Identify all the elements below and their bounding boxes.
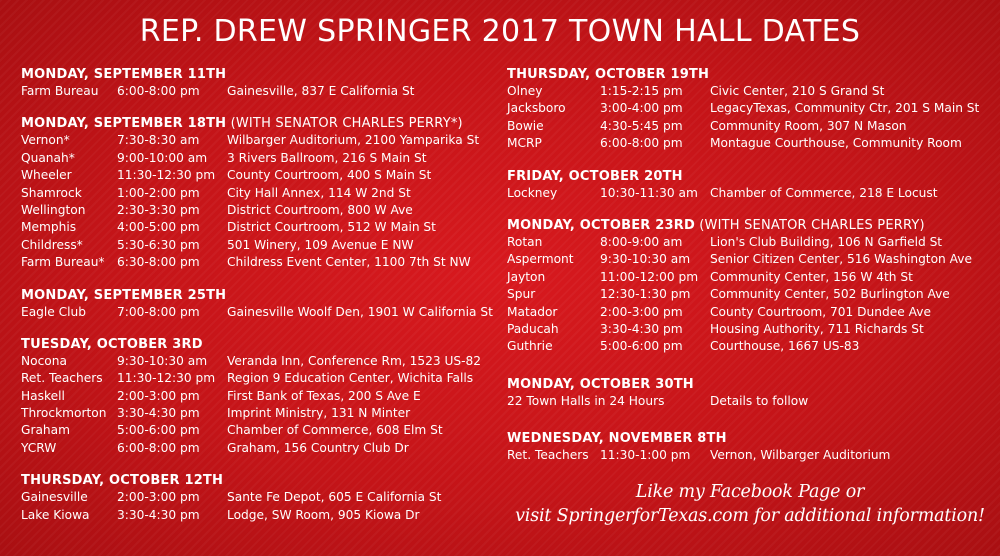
event-time: 1:00-2:00 pm xyxy=(117,185,200,200)
event-location: Details to follow xyxy=(710,393,809,408)
event-time: 11:30-12:30 pm xyxy=(117,168,216,183)
day-heading xyxy=(507,168,997,185)
event-location: Veranda Inn, Conference Rm, 1523 US-82 xyxy=(227,353,482,368)
event-time: 10:30-11:30 am xyxy=(600,185,698,200)
event-host: Farm Bureau xyxy=(21,84,99,98)
event-location: Wilbarger Auditorium, 2100 Yamparika St xyxy=(227,133,480,148)
event-location: Lodge, SW Room, 905 Kiowa Dr xyxy=(227,507,420,522)
event-row xyxy=(507,393,997,410)
event-time: 5:00-6:00 pm xyxy=(117,423,200,438)
event-day-section xyxy=(507,430,997,464)
day-heading xyxy=(21,66,501,83)
event-row xyxy=(21,405,501,422)
event-row xyxy=(21,489,501,506)
event-location: Community Center, 502 Burlington Ave xyxy=(710,287,950,302)
event-day-section xyxy=(507,66,997,153)
event-host: 22 Town Halls in 24 Hours xyxy=(507,393,665,408)
footer-line-facebook: Like my Facebook Page or xyxy=(635,482,865,502)
event-host: Farm Bureau* xyxy=(21,255,105,270)
event-time: 2:00-3:00 pm xyxy=(600,304,683,319)
event-host: Olney xyxy=(507,84,543,98)
event-row xyxy=(507,185,997,202)
event-row xyxy=(21,202,501,219)
event-time: 5:00-6:00 pm xyxy=(600,339,683,354)
day-heading xyxy=(21,472,501,489)
event-row xyxy=(21,83,501,100)
day-heading-date: TUESDAY, OCTOBER 3RD xyxy=(21,336,203,352)
event-time: 11:00-12:00 pm xyxy=(600,269,699,284)
event-location: County Courtroom, 701 Dundee Ave xyxy=(710,304,931,319)
event-location: Montague Courthouse, Community Room xyxy=(710,136,962,151)
day-heading-date: MONDAY, OCTOBER 23RD xyxy=(507,217,695,233)
event-time: 6:00-8:00 pm xyxy=(117,440,200,455)
event-host: Jacksboro xyxy=(507,101,566,116)
event-row xyxy=(21,150,501,167)
event-location: District Courtroom, 800 W Ave xyxy=(227,202,413,217)
event-host: Lake Kiowa xyxy=(21,507,90,522)
event-host: Graham xyxy=(21,423,70,438)
event-time: 6:30-8:00 pm xyxy=(117,255,200,270)
event-time: 3:30-4:30 pm xyxy=(600,321,683,336)
event-row xyxy=(21,254,501,271)
day-heading xyxy=(507,66,997,83)
event-row xyxy=(21,167,501,184)
event-row xyxy=(507,321,997,338)
event-row xyxy=(21,388,501,405)
event-row xyxy=(21,237,501,254)
event-row xyxy=(21,353,501,370)
event-host: Matador xyxy=(507,304,558,319)
event-row xyxy=(507,338,997,355)
left-column xyxy=(21,66,501,539)
event-location: 3 Rivers Ballroom, 216 S Main St xyxy=(227,150,427,165)
event-host: Spur xyxy=(507,287,536,302)
event-day-section xyxy=(21,336,501,457)
right-column xyxy=(507,66,997,479)
event-day-section xyxy=(21,115,501,271)
event-location: Community Center, 156 W 4th St xyxy=(710,269,913,284)
event-row xyxy=(21,219,501,236)
event-day-section xyxy=(21,287,501,321)
event-row xyxy=(21,304,501,321)
event-host: Jayton xyxy=(507,269,546,284)
event-row xyxy=(507,251,997,268)
event-location: Vernon, Wilbarger Auditorium xyxy=(710,448,891,463)
event-host: Vernon* xyxy=(21,133,70,148)
event-time: 9:30-10:30 am xyxy=(117,353,208,368)
event-location: Community Room, 307 N Mason xyxy=(710,118,907,133)
event-row xyxy=(21,507,501,524)
event-host: Ret. Teachers xyxy=(507,448,589,463)
event-time: 9:30-10:30 am xyxy=(600,252,691,267)
event-host: Rotan xyxy=(507,234,543,249)
event-time: 11:30-1:00 pm xyxy=(600,448,691,463)
event-host: Guthrie xyxy=(507,339,553,354)
event-host: Aspermont xyxy=(507,252,574,267)
event-location: Sante Fe Depot, 605 E California St xyxy=(227,490,442,505)
event-row xyxy=(507,286,997,303)
event-location: Senior Citizen Center, 516 Washington Ave xyxy=(710,252,972,267)
event-host: Childress* xyxy=(21,237,83,252)
event-row xyxy=(507,118,997,135)
event-time: 2:00-3:00 pm xyxy=(117,388,200,403)
day-heading-date: MONDAY, SEPTEMBER 18TH xyxy=(21,116,227,132)
event-location: Lion's Club Building, 106 N Garfield St xyxy=(710,234,943,249)
event-location: Gainesville, 837 E California St xyxy=(227,84,415,98)
event-day-section xyxy=(21,66,501,100)
event-host: Lockney xyxy=(507,185,558,200)
event-host: Throckmorton xyxy=(21,406,107,421)
day-heading-date: FRIDAY, OCTOBER 20TH xyxy=(507,168,683,184)
event-location: District Courtroom, 512 W Main St xyxy=(227,220,436,235)
event-location: Gainesville Woolf Den, 1901 W California St xyxy=(227,304,493,319)
event-host: Memphis xyxy=(21,220,77,235)
event-row xyxy=(507,304,997,321)
event-location: Childress Event Center, 1100 7th St NW xyxy=(227,255,471,270)
event-location: Chamber of Commerce, 608 Elm St xyxy=(227,423,443,438)
event-row xyxy=(507,269,997,286)
footer-line-website: visit SpringerforTexas.com for additional information! xyxy=(515,506,985,526)
day-heading-note: (WITH SENATOR CHARLES PERRY) xyxy=(694,217,925,233)
poster-title: REP. DREW SPRINGER 2017 TOWN HALL DATES xyxy=(139,14,861,49)
event-row xyxy=(507,234,997,251)
event-row xyxy=(21,185,501,202)
day-heading-date: THURSDAY, OCTOBER 19TH xyxy=(507,67,710,82)
event-location: Imprint Ministry, 131 N Minter xyxy=(227,406,411,421)
day-heading xyxy=(21,115,501,132)
event-time: 11:30-12:30 pm xyxy=(117,371,216,386)
day-heading-date: MONDAY, SEPTEMBER 11TH xyxy=(21,67,227,82)
event-time: 4:30-5:45 pm xyxy=(600,118,683,133)
day-heading-date: MONDAY, OCTOBER 30TH xyxy=(507,376,694,392)
event-time: 6:00-8:00 pm xyxy=(117,84,200,98)
event-time: 3:30-4:30 pm xyxy=(117,406,200,421)
event-host: Wheeler xyxy=(21,168,72,183)
event-row xyxy=(21,132,501,149)
event-host: Shamrock xyxy=(21,185,82,200)
event-host: Quanah* xyxy=(21,150,75,165)
event-row xyxy=(507,135,997,152)
event-time: 5:30-6:30 pm xyxy=(117,237,200,252)
event-location: Chamber of Commerce, 218 E Locust xyxy=(710,185,938,200)
event-time: 6:00-8:00 pm xyxy=(600,136,683,151)
day-heading xyxy=(21,336,501,353)
event-day-section xyxy=(507,376,997,410)
event-host: YCRW xyxy=(21,440,57,455)
event-location: Graham, 156 Country Club Dr xyxy=(227,440,409,455)
event-host: Nocona xyxy=(21,353,67,368)
event-time: 2:00-3:00 pm xyxy=(117,490,200,505)
event-location: Housing Authority, 711 Richards St xyxy=(710,321,924,336)
event-row xyxy=(507,83,997,100)
event-row xyxy=(21,422,501,439)
event-host: Paducah xyxy=(507,321,559,336)
event-time: 3:00-4:00 pm xyxy=(600,101,683,116)
event-host: Gainesville xyxy=(21,490,88,505)
day-heading-date: WEDNESDAY, NOVEMBER 8TH xyxy=(507,431,727,447)
event-location: Courthouse, 1667 US-83 xyxy=(710,339,860,354)
event-time: 2:30-3:30 pm xyxy=(117,202,200,217)
day-heading-date: THURSDAY, OCTOBER 12TH xyxy=(21,473,224,489)
event-location: 501 Winery, 109 Avenue E NW xyxy=(227,237,414,252)
event-location: County Courtroom, 400 S Main St xyxy=(227,168,432,183)
event-host: MCRP xyxy=(507,136,542,151)
event-time: 7:30-8:30 am xyxy=(117,133,200,148)
day-heading xyxy=(507,430,997,447)
event-location: First Bank of Texas, 200 S Ave E xyxy=(227,388,421,403)
event-time: 4:00-5:00 pm xyxy=(117,220,200,235)
day-heading-date: MONDAY, SEPTEMBER 25TH xyxy=(21,287,227,303)
event-time: 1:15-2:15 pm xyxy=(600,84,683,98)
event-time: 12:30-1:30 pm xyxy=(600,287,691,302)
event-host: Eagle Club xyxy=(21,304,87,319)
event-row xyxy=(507,447,997,464)
event-location: Region 9 Education Center, Wichita Falls xyxy=(227,371,474,386)
event-day-section xyxy=(507,168,997,202)
event-location: City Hall Annex, 114 W 2nd St xyxy=(227,185,411,200)
day-heading xyxy=(507,376,997,393)
event-row xyxy=(21,370,501,387)
day-heading xyxy=(21,287,501,304)
event-row xyxy=(507,100,997,117)
footer-call-to-action xyxy=(502,480,998,528)
event-time: 7:00-8:00 pm xyxy=(117,304,200,319)
event-location: LegacyTexas, Community Ctr, 201 S Main St xyxy=(710,101,980,116)
event-host: Haskell xyxy=(21,388,65,403)
event-host: Bowie xyxy=(507,118,544,133)
event-time: 3:30-4:30 pm xyxy=(117,507,200,522)
event-time: 8:00-9:00 am xyxy=(600,234,683,249)
event-location: Civic Center, 210 S Grand St xyxy=(710,84,885,98)
event-day-section xyxy=(21,472,501,524)
event-time: 9:00-10:00 am xyxy=(117,150,208,165)
day-heading xyxy=(507,217,997,234)
event-row xyxy=(21,440,501,457)
event-day-section xyxy=(507,217,997,356)
event-host: Wellington xyxy=(21,202,86,217)
day-heading-note: (WITH SENATOR CHARLES PERRY*) xyxy=(226,116,463,132)
event-host: Ret. Teachers xyxy=(21,371,103,386)
